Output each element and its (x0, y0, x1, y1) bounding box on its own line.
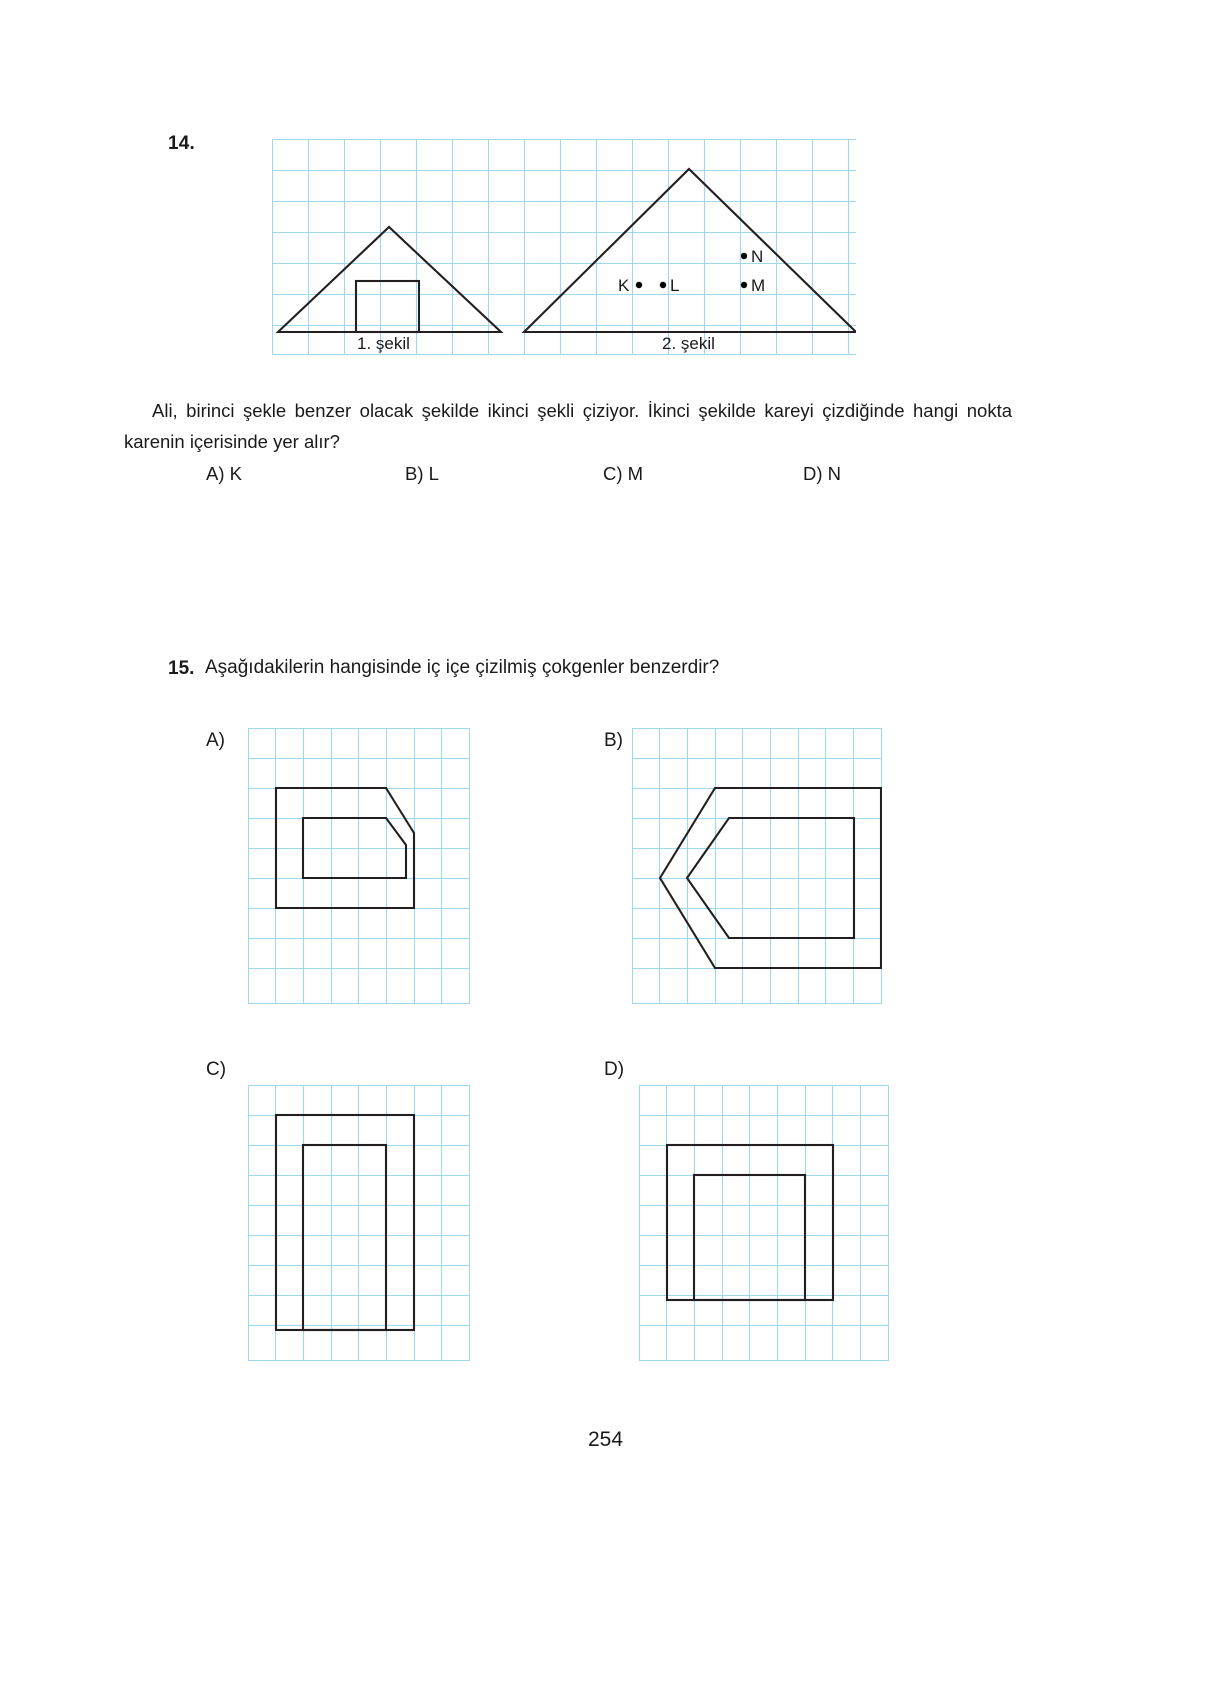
option-d-key: D) (803, 463, 823, 484)
choice-d-key[interactable]: D) (604, 1059, 625, 1080)
choice-c-inner-rect (303, 1145, 386, 1330)
option-b-text: L (428, 463, 439, 484)
question-15-number: 15. (168, 658, 195, 679)
choice-c-svg (248, 1085, 470, 1361)
figure-1-square (356, 281, 419, 332)
figure-2-triangle (524, 169, 856, 332)
choice-c-figure[interactable] (248, 1085, 470, 1366)
question-14-body (124, 395, 1012, 457)
point-K (618, 276, 642, 295)
choice-d-figure[interactable] (639, 1085, 889, 1366)
point-L-label: L (670, 276, 680, 295)
grid-lines (639, 1085, 889, 1361)
option-b[interactable] (405, 463, 439, 485)
option-a[interactable] (206, 463, 242, 485)
point-N-label: N (751, 247, 764, 266)
question-14-number: 14. (168, 133, 196, 154)
option-a-text: K (229, 463, 242, 484)
option-b-key: B) (405, 463, 424, 484)
option-a-key: A) (206, 463, 225, 484)
q14-grid-svg (272, 139, 856, 355)
choice-c-outer-rect (276, 1115, 414, 1330)
figure-1-caption: 1. şekil (357, 334, 410, 353)
point-M-label: M (751, 276, 766, 295)
option-c[interactable] (603, 463, 643, 485)
option-d[interactable] (803, 463, 841, 485)
figure-2-caption: 2. şekil (662, 334, 715, 353)
grid-lines (248, 1085, 470, 1361)
question-14-body-line2: karenin içerisinde yer alır? (124, 431, 340, 452)
choice-d-svg (639, 1085, 889, 1361)
choice-a-svg (248, 728, 470, 1004)
point-L (660, 276, 680, 295)
question-14-body-line1: Ali, birinci şekle benzer olacak şekilde ikinci şekli çiziyor. İkinci şekilde kareyi çizdiğinde hangi nokta (152, 400, 1012, 421)
option-c-text: M (627, 463, 644, 484)
grid-lines (632, 728, 882, 1004)
choice-b-svg (632, 728, 882, 1004)
grid-lines (248, 728, 470, 1004)
question-14-figure (272, 139, 856, 360)
choice-a-figure[interactable] (248, 728, 470, 1009)
choice-b-figure[interactable] (632, 728, 882, 1009)
choice-a-key[interactable]: A) (206, 730, 225, 751)
choice-b-key[interactable]: B) (604, 730, 623, 751)
point-M (741, 276, 765, 295)
page-number: 254 (587, 1428, 624, 1451)
option-c-key: C) (603, 463, 623, 484)
choice-c-key[interactable]: C) (206, 1059, 227, 1080)
figure-1-triangle (278, 227, 501, 332)
option-d-text: N (827, 463, 842, 484)
point-K-label: K (618, 276, 630, 295)
question-15-title: Aşağıdakilerin hangisinde iç içe çizilmiş çokgenler benzerdir? (205, 657, 720, 678)
